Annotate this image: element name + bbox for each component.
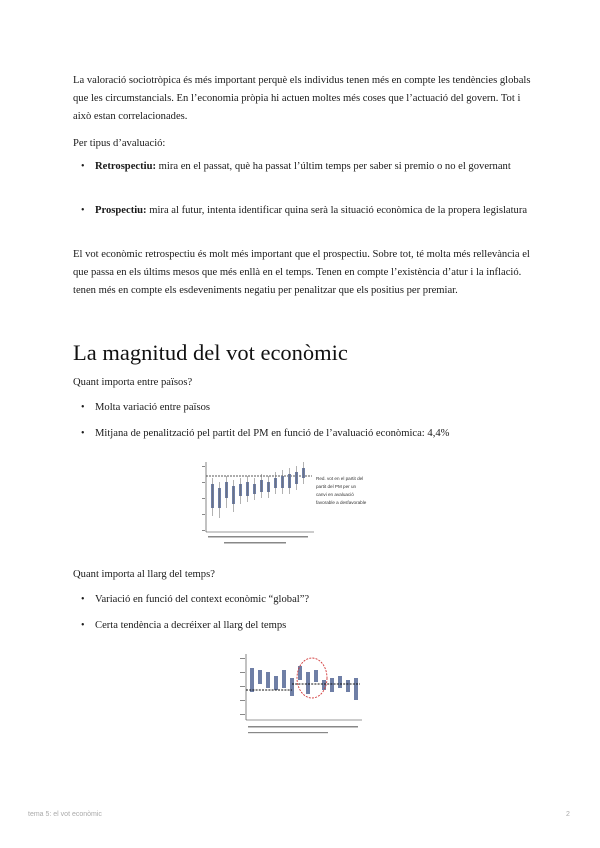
y-tick [202,466,205,467]
x-tick-labels [248,726,358,728]
figure-annotation [316,476,367,505]
y-tick [240,700,245,701]
caption [224,542,286,544]
footer-title: tema 5: el vot econòmic [28,811,102,818]
y-tick [240,658,245,659]
bullet-icon: • [81,402,85,413]
box [266,672,270,688]
y-tick [240,686,245,687]
box [354,678,358,700]
question-countries: Quant importa entre països? [73,377,193,388]
box [338,676,342,688]
list-item-text: Mitjana de penalització pel partit del PM en funció de l’avaluació econòmica: 4,4% [95,428,450,439]
box [306,672,310,694]
box [322,680,326,690]
list-item-prospectiu [81,202,535,220]
term-retrospectiu: Retrospectiu: [95,161,156,172]
box [274,676,278,690]
y-tick [240,714,245,715]
evaluation-types-intro: Per tipus d’avaluació: [73,138,166,149]
list-item-text: Molta variació entre països [95,402,211,413]
y-tick [202,530,205,531]
list-item-text: Variació en funció del context econòmic “global”? [95,594,310,605]
box [250,668,254,692]
box [290,678,294,696]
intro-paragraph: La valoració sociotròpica és més important perquè els individus tenen més en compte les tendències globals que les circumstancials. En l’economia pròpia hi actuen moltes més coses que l’actuació del govern. Tot i això estan correlacionades. [73,75,531,122]
time-boxplot [236,650,366,742]
figure-country-variation [198,458,408,550]
bullet-icon: • [81,205,85,216]
list-item-retrospectiu [81,158,535,176]
annotation-line: favorable a desfavorable [316,500,367,505]
list-item [81,617,535,635]
definition-prospectiu: mira al futur, intenta identificar quina serà la situació econòmica de la propera legislatura [146,205,528,216]
annotation-line: partit del PM per un [316,484,357,489]
annotation-line: Red. vot en el partit del [316,476,364,481]
figure-time-variation [236,650,366,742]
y-tick [202,482,205,483]
country-boxplot [198,458,408,550]
question-time: Quant importa al llarg del temps? [73,569,215,580]
bullet-icon: • [81,428,85,439]
annotation-line: canvi en avaluació [316,492,354,497]
y-tick [202,514,205,515]
bullet-icon: • [81,594,85,605]
box [314,670,318,682]
term-prospectiu: Prospectiu: [95,205,147,216]
box [330,678,334,692]
boxes [211,468,305,508]
box [258,670,262,684]
box [282,670,286,688]
x-tick-labels [208,536,308,538]
list-item [81,425,535,443]
page-number: 2 [566,811,570,818]
bullet-icon: • [81,161,85,172]
list-item [81,399,535,417]
section-title: La magnitud del vot econòmic [73,340,348,365]
list-item-text: Certa tendència a decréixer al llarg del temps [95,620,287,631]
y-tick [240,672,245,673]
list-item [81,591,535,609]
definition-retrospectiu: mira en el passat, què ha passat l’últim temps per saber si premio o no el governant [156,161,511,172]
retrospective-paragraph: El vot econòmic retrospectiu és molt més important que el prospectiu. Sobre tot, té molta més rellevància el que passa en els últims mesos que més enllà en el temps. Tenen en compte l’existència d’atur i la inflació. tenen més en compte els esdeveniments negatiu per penalitzar que els positius per premiar. [73,249,530,296]
y-tick [202,498,205,499]
bullet-icon: • [81,620,85,631]
caption [248,732,328,733]
box [346,680,350,692]
